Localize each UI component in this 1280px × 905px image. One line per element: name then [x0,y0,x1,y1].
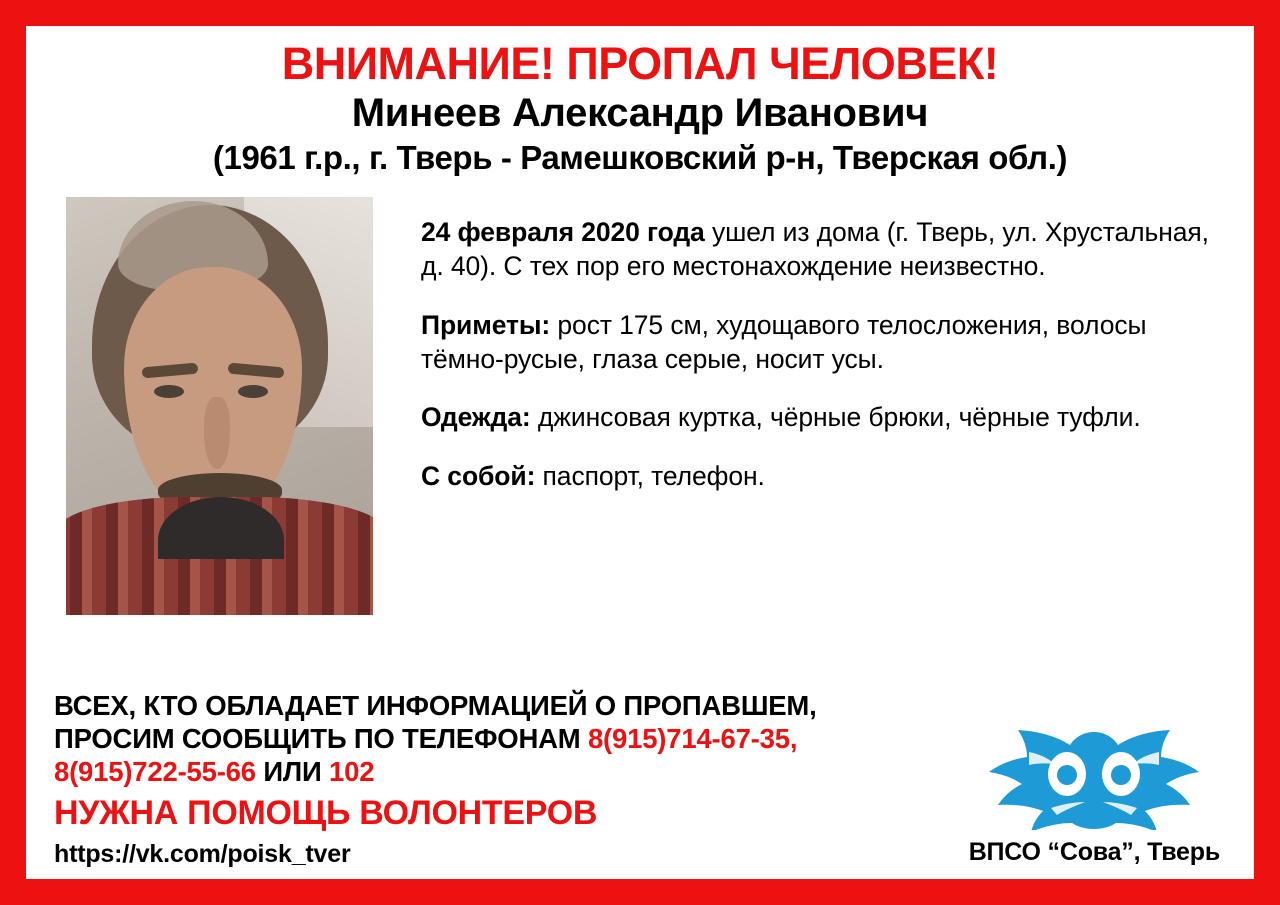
description-text-belongings: паспорт, телефон. [535,460,765,491]
description-label-appearance: Приметы: [421,309,551,340]
photo-eye-left [154,385,184,398]
footer-organization-block [969,722,1226,869]
footer-url[interactable]: https://vk.com/poisk_tver [54,840,351,868]
footer-or-label: ИЛИ [263,755,322,787]
photo-eye-right [238,385,268,398]
footer-call-line-1: ВСЕХ, КТО ОБЛАДАЕТ ИНФОРМАЦИЕЙ О ПРОПАВШЕМ, [54,689,817,721]
footer-call-prefix: ПРОСИМ СООБЩИТЬ ПО ТЕЛЕФОНАМ [54,722,581,754]
footer-phone-3[interactable]: 102 [329,755,375,787]
footer-phone-2[interactable]: 8(915)722-55-66 [54,755,256,787]
person-name: Минеев Александр Иванович [351,90,929,135]
description-text-disappearance: ушел из дома (г. Тверь, ул. Хрустальная, д. 40). С тех пор его местонахождение неизвестно. [421,216,1209,282]
footer-help-needed: НУЖНА ПОМОЩЬ ВОЛОНТЕРОВ [54,793,598,832]
person-description [373,197,1226,494]
description-paragraph-belongings [421,459,1216,493]
description-label-date: 24 февраля 2020 года [421,216,705,247]
description-paragraph-appearance [421,308,1216,377]
footer-call-line-3 [54,755,969,788]
attention-headline: ВНИМАНИЕ! ПРОПАЛ ЧЕЛОВЕК! [281,38,999,89]
poster-body [54,197,1226,615]
poster-footer [54,689,1226,870]
poster-inner [26,26,1254,879]
description-text-appearance: рост 175 см, худощавого телосложения, волосы тёмно-русые, глаза серые, носит усы. [421,309,1147,374]
footer-contact-block [54,689,969,870]
poster-header [54,40,1226,179]
footer-call-line-2 [54,722,969,755]
owl-logo-icon [979,722,1209,830]
description-text-clothing: джинсовая куртка, чёрные брюки, чёрные туфли. [530,402,1141,433]
description-label-clothing: Одежда: [421,402,531,433]
organization-name: ВПСО “Сова”, Тверь [968,838,1220,866]
footer-grid [54,689,1226,870]
description-paragraph-clothing [421,400,1216,434]
person-details: (1961 г.р., г. Тверь - Рамешковский р-н, Тверская обл.) [212,139,1068,177]
photo-nose [204,397,230,469]
footer-phone-1[interactable]: 8(915)714-67-35, [587,722,798,754]
description-paragraph-disappearance [421,215,1216,284]
person-photo [66,197,373,615]
description-label-belongings: С собой: [421,460,536,491]
